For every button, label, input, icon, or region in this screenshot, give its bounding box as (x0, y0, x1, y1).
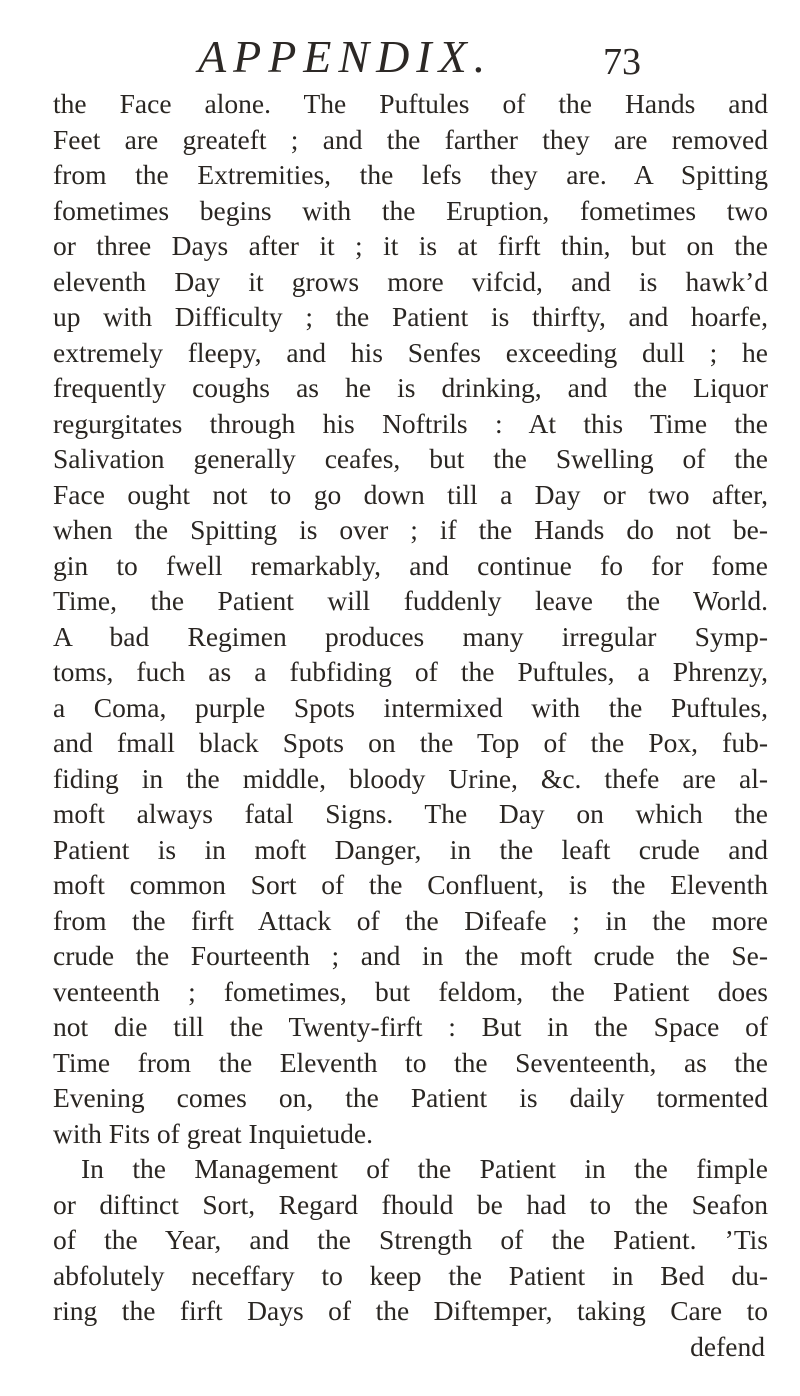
text-line: moft always fatal Signs. The Day on which the (53, 798, 768, 829)
text-line: from the firft Attack of the Difeafe ; in the more (53, 904, 768, 936)
text-line: Salivation generally ceafes, but the Swelling of the (53, 443, 768, 474)
text-line: moft common Sort of the Confluent, is the Eleventh (53, 869, 768, 900)
text-line: toms, fuch as a fubfiding of the Puftules, a Phrenzy, (53, 656, 768, 687)
text-line: when the Spitting is over ; if the Hands do not be- (53, 514, 768, 545)
text-line: a Coma, purple Spots intermixed with the Puftules, (53, 691, 768, 723)
text-line: Feet are greateft ; and the farther they are removed (53, 123, 768, 155)
running-title: APPENDIX. (198, 31, 493, 82)
text-line: up with Difficulty ; the Patient is thirfty, and hoarfe, (53, 301, 768, 332)
text-line: from the Extremities, the lefs they are. A Spitting (53, 159, 768, 190)
text-line: gin to fwell remarkably, and continue fo for fome (53, 549, 768, 581)
text-line-paragraph-start: In the Management of the Patient in the fimple (81, 1153, 768, 1184)
text-line: the Face alone. The Puftules of the Hands and (53, 88, 768, 119)
text-line: Evening comes on, the Patient is daily tormented (53, 1082, 768, 1113)
text-line: fiding in the middle, bloody Urine, &c. thefe are al- (53, 762, 768, 794)
text-line: fometimes begins with the Eruption, fometimes two (53, 194, 768, 226)
text-line: eleventh Day it grows more vifcid, and is hawk’d (53, 265, 768, 297)
body-text (53, 86, 768, 1364)
text-line: Time, the Patient will fuddenly leave the World. (53, 585, 768, 616)
text-line: or three Days after it ; it is at firft thin, but on the (53, 230, 768, 261)
text-line: Time from the Eleventh to the Seventeenth, as the (53, 1046, 768, 1078)
text-line: and fmall black Spots on the Top of the Pox, fub- (53, 727, 768, 758)
text-line: venteenth ; fometimes, but feldom, the Patient does (53, 975, 768, 1007)
catchword: defend (690, 1330, 765, 1362)
text-line: regurgitates through his Noftrils : At this Time the (53, 407, 768, 439)
text-line: Face ought not to go down till a Day or two after, (53, 478, 768, 510)
text-line: abfolutely neceffary to keep the Patient in Bed du- (53, 1259, 768, 1291)
text-line: of the Year, and the Strength of the Patient. ’Tis (53, 1224, 768, 1255)
text-line: not die till the Twenty-firft : But in the Space of (53, 1011, 768, 1042)
text-line: Patient is in moft Danger, in the leaft crude and (53, 833, 768, 865)
text-line: crude the Fourteenth ; and in the moft crude the Se- (53, 940, 768, 971)
text-line: ring the firft Days of the Diftemper, taking Care to (53, 1295, 768, 1326)
page-header (198, 32, 648, 82)
text-line: or diftinct Sort, Regard fhould be had to the Seafon (53, 1188, 768, 1220)
page-number: 73 (603, 41, 641, 83)
text-line: extremely fleepy, and his Senfes exceeding dull ; he (53, 336, 768, 368)
text-line: frequently coughs as he is drinking, and the Liquor (53, 372, 768, 403)
text-line-paragraph-end: with Fits of great Inquietude. (53, 1117, 374, 1149)
text-line: A bad Regimen produces many irregular Symp- (53, 620, 768, 652)
